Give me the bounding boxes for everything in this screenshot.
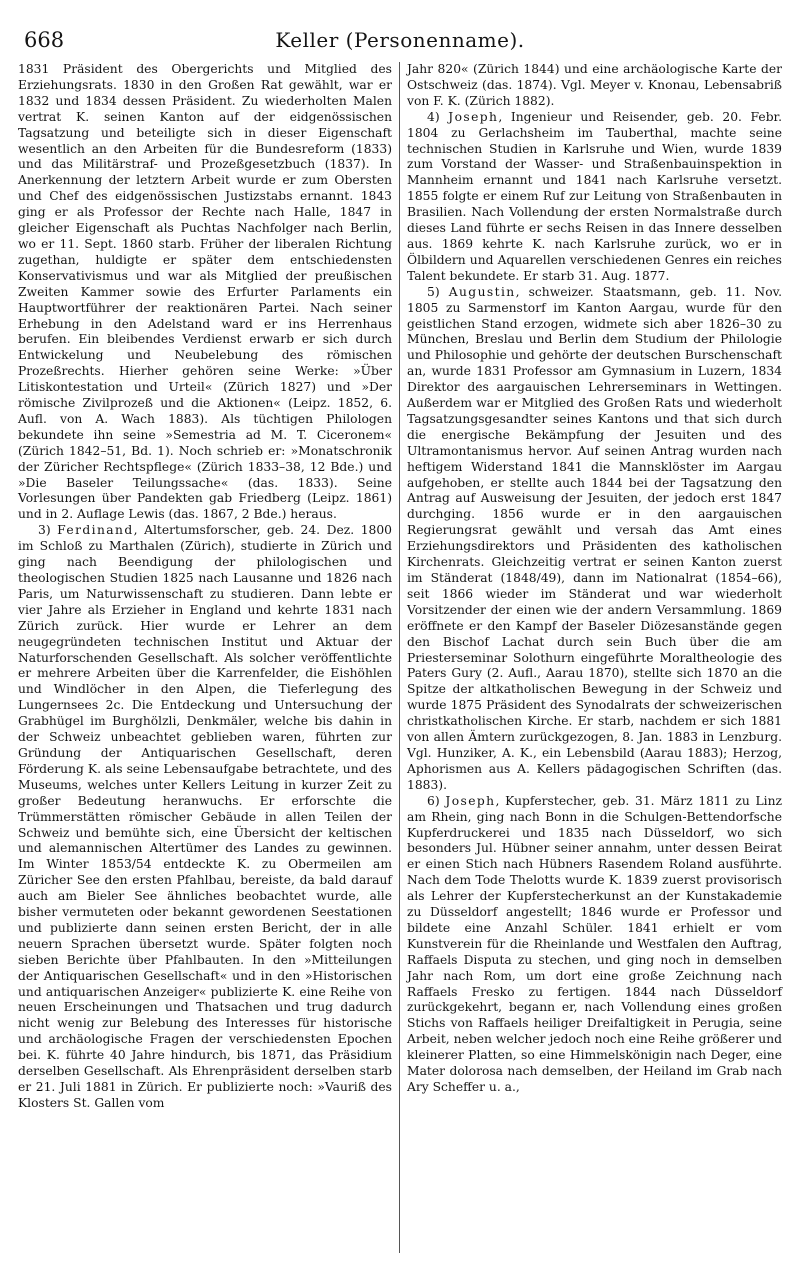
entry-number: 6): [427, 793, 446, 808]
entry-joseph-keller-engraver: [407, 794, 782, 1096]
entry-text: , schweizer. Staatsmann, geb. 11. Nov. 1805 zu Sarmenstorf im Kanton Aargau, wurde für den geistlichen Stand erzogen, widmete sich aber 1826–30 zu München, Breslau und Berlin dem Studium der Philologie und Philosophie und gehörte der deutschen Burschenschaft an, wurde 1831 Professor am Gymnasium in Luzern, 1834 Direktor des aargauischen Lehrerseminars in Wettingen. Außerdem war er Mitglied des Großen Rats und wiederholt Tagsatzungsgesandter seines Kantons und that sich durch die energische Bekämpfung der Jesuiten und des Ultramontanismus hervor. Auf seinen Antrag wurden nach heftigem Widerstand 1841 die Mannsklöster im Aargau aufgehoben, er stellte auch 1844 bei der Tagsatzung den Antrag auf Ausweisung der Jesuiten, der jedoch erst 1847 durchging. 1856 wurde er in den aargauischen Regierungsrat gewählt und versah das Amt eines Erziehungsdirektors und Präsidenten des katholischen Kirchenrats. Gleichzeitig vertrat er seinen Kanton zuerst im Ständerat (1848/49), dann im Nationalrat (1854–66), seit 1866 wieder im Ständerat und war wiederholt Vorsitzender der einen wie der andern Versammlung. 1869 eröffnete er den Kampf der Baseler Diözesanstände gegen den Bischof Lachat durch sein Buch über die am Priesterseminar Solothurn eingeführte Moraltheologie des Paters Gury (2. Aufl., Aarau 1870), stellte sich 1870 an die Spitze der altkatholischen Bewegung in der Schweiz und wurde 1875 Präsident des Synodalrats der schweizerischen christkatholischen Kirche. Er starb, nachdem er sich 1881 von allen Ämtern zurückgezogen, 8. Jan. 1883 in Lenzburg. Vgl. Hunziker, A. K., ein Lebensbild (Aarau 1883); Herzog, Aphorismen aus A. Kellers pädagogischen Schriften (das. 1883).: [407, 284, 782, 792]
left-column: [18, 62, 400, 1253]
entry-text: , Kupferstecher, geb. 31. März 1811 zu Linz am Rhein, ging nach Bonn in die Schulgen-Bettendorfsche Kupferdruckerei und 1835 nach Düsseldorf, wo sich besonders Jul. Hübner seiner annahm, unter dessen Beirat er einen Stich nach Hübners Rasendem Roland ausführte. Nach dem Tode Thelotts wurde K. 1839 zuerst provisorisch als Lehrer der Kupferstecherkunst an der Kunstakademie zu Düsseldorf angestellt; 1846 wurde er Professor und bildete eine Anzahl Schüler. 1841 erhielt er vom Kunstverein für die Rheinlande und Westfalen den Auftrag, Raffaels Disputa zu stechen, und ging noch in demselben Jahr nach Rom, um dort eine große Zeichnung nach Raffaels Fresko zu fertigen. 1844 nach Düsseldorf zurückgekehrt, begann er, nach Vollendung eines großen Stichs von Raffaels heiliger Dreifaltigkeit in Perugia, seine Arbeit, neben welcher jedoch noch eine Reihe größerer und kleinerer Platten, so eine Himmelskönigin nach Deger, eine Mater dolorosa nach demselben, der Heiland im Grab nach Ary Scheffer u. a.,: [407, 793, 782, 1094]
article-continuation: Jahr 820« (Zürich 1844) und eine archäologische Karte der Ostschweiz (das. 1874). Vgl. Meyer v. Knonau, Lebensabriß von F. K. (Zürich 1882).: [407, 62, 782, 108]
article-continuation: 1831 Präsident des Obergerichts und Mitglied des Erziehungsrats. 1830 in den Großen Rat gewählt, war er 1832 und 1834 dessen Präsident. Zu wiederholten Malen vertrat K. seinen Kanton auf der eidgenössischen Tagsatzung und beteiligte sich in dieser Eigenschaft wesentlich an den Arbeiten für die Bundesreform (1833) und das Militärstraf- und Prozeßgesetzbuch (1837). In Anerkennung der letztern Arbeit wurde er zum Obersten und Chef des eidgenössischen Justizstabs ernannt. 1843 ging er als Professor der Rechte nach Halle, 1847 in gleicher Eigenschaft als Puchtas Nachfolger nach Berlin, wo er 11. Sept. 1860 starb. Früher der liberalen Richtung zugethan, huldigte er später dem entschiedensten Konservativismus und war als Mitglied der preußischen Zweiten Kammer sowie des Erfurter Parlaments ein Hauptwortführer der reaktionären Partei. Nach seiner Erhebung in den Adelstand ward er ins Herrenhaus berufen. Ein bleibendes Verdienst erwarb er sich durch Entwickelung und Neubelebung des römischen Prozeßrechts. Hierher gehören seine Werke: »Über Litiskontestation und Urteil« (Zürich 1827) und »Der römische Zivilprozeß und die Aktionen« (Leipz. 1852, 6. Aufl. von A. Wach 1883). Als tüchtigen Philologen bekundete ihn seine »Semestria ad M. T. Ciceronem« (Zürich 1842–51, Bd. 1). Noch schrieb er: »Monatschronik der Züricher Rechtspflege« (Zürich 1833–38, 12 Bde.) und »Die Baseler Teilungssache« (das. 1833). Seine Vorlesungen über Pandekten gab Friedberg (Leipz. 1861) und in 2. Auflage Lewis (das. 1867, 2 Bde.) heraus.: [18, 62, 392, 522]
entry-text: , Ingenieur und Reisender, geb. 20. Febr. 1804 zu Gerlachsheim im Tauberthal, machte seine technischen Studien in Karlsruhe und Wien, wurde 1839 zum Vorstand der Wasser- und Straßenbauinspektion in Mannheim ernannt und 1841 nach Karlsruhe versetzt. 1855 folgte er einem Ruf zur Leitung von Straßenbauten in Brasilien. Nach Vollendung der ersten Normalstraße durch dieses Land führte er sechs Reisen in das Innere desselben aus. 1869 kehrte K. nach Karlsruhe zurück, wo er in Ölbildern und Aquarellen verschiedenen Genres ein reiches Talent bekundete. Er starb 31. Aug. 1877.: [407, 109, 782, 283]
entry-joseph-keller-engineer: [407, 110, 782, 285]
page-number: 668: [24, 28, 65, 52]
running-head: Keller (Personenname).: [275, 28, 525, 52]
entry-number: 5): [427, 284, 449, 299]
text-columns: [18, 62, 782, 1253]
entry-augustin-keller: [407, 285, 782, 794]
page-header: [18, 24, 782, 62]
entry-name: Augustin: [448, 284, 516, 299]
entry-name: Ferdinand: [57, 523, 134, 538]
entry-name: Joseph: [445, 793, 496, 808]
entry-number: 4): [427, 109, 449, 124]
entry-ferdinand-keller: [18, 523, 392, 1112]
entry-number: 3): [38, 523, 58, 538]
entry-text: , Altertumsforscher, geb. 24. Dez. 1800 im Schloß zu Marthalen (Zürich), studierte in Zürich und ging nach Beendigung der philologischen und theologischen Studien 1825 nach Lausanne und 1826 nach Paris, um Naturwissenschaft zu studieren. Dann lebte er vier Jahre als Erzieher in England und kehrte 1831 nach Zürich zurück. Hier wurde er Lehrer an dem neugegründeten technischen Institut und Aktuar der Naturforschenden Gesellschaft. Als solcher veröffentlichte er mehrere Arbeiten über die Karrenfelder, die Eishöhlen und Windlöcher in den Alpen, die Tieferlegung des Lungernsees 2c. Die Entdeckung und Untersuchung der Grabhügel im Burghölzli, Denkmäler, welche bis dahin in der Schweiz unbeachtet geblieben waren, führten zur Gründung der Antiquarischen Gesellschaft, deren Förderung K. als seine Lebensaufgabe betrachtete, und des Museums, welches unter Kellers Leitung in kurzer Zeit zu großer Bedeutung heranwuchs. Er erforschte die Trümmerstätten römischer Gebäude in allen Teilen der Schweiz und bemühte sich, eine Übersicht der keltischen und alemannischen Altertümer des Landes zu gewinnen. Im Winter 1853/54 entdeckte K. zu Obermeilen am Züricher See den ersten Pfahlbau, bereiste, da bald darauf auch am Bieler See ähnliches beobachtet wurde, alle bisher vermuteten oder bekannt gewordenen Seestationen und publizierte dann seinen ersten Bericht, der in alle neuern Sprachen übersetzt wurde. Später folgten noch sieben Berichte über Pfahlbauten. In den »Mitteilungen der Antiquarischen Gesellschaft« und in den »Historischen und antiquarischen Anzeiger« publizierte K. eine Reihe von neuen Erscheinungen und Thatsachen und trug dadurch nicht wenig zur Belebung des Interesses für historische und archäologische Fragen der verschiedensten Epochen bei. K. führte 40 Jahre hindurch, bis 1871, das Präsidium derselben Gesellschaft. Als Ehrenpräsident derselben starb er 21. Juli 1881 in Zürich. Er publizierte noch: »Vauriß des Klosters St. Gallen vom: [18, 523, 392, 1110]
right-column: [400, 62, 782, 1253]
entry-name: Joseph: [448, 109, 499, 124]
